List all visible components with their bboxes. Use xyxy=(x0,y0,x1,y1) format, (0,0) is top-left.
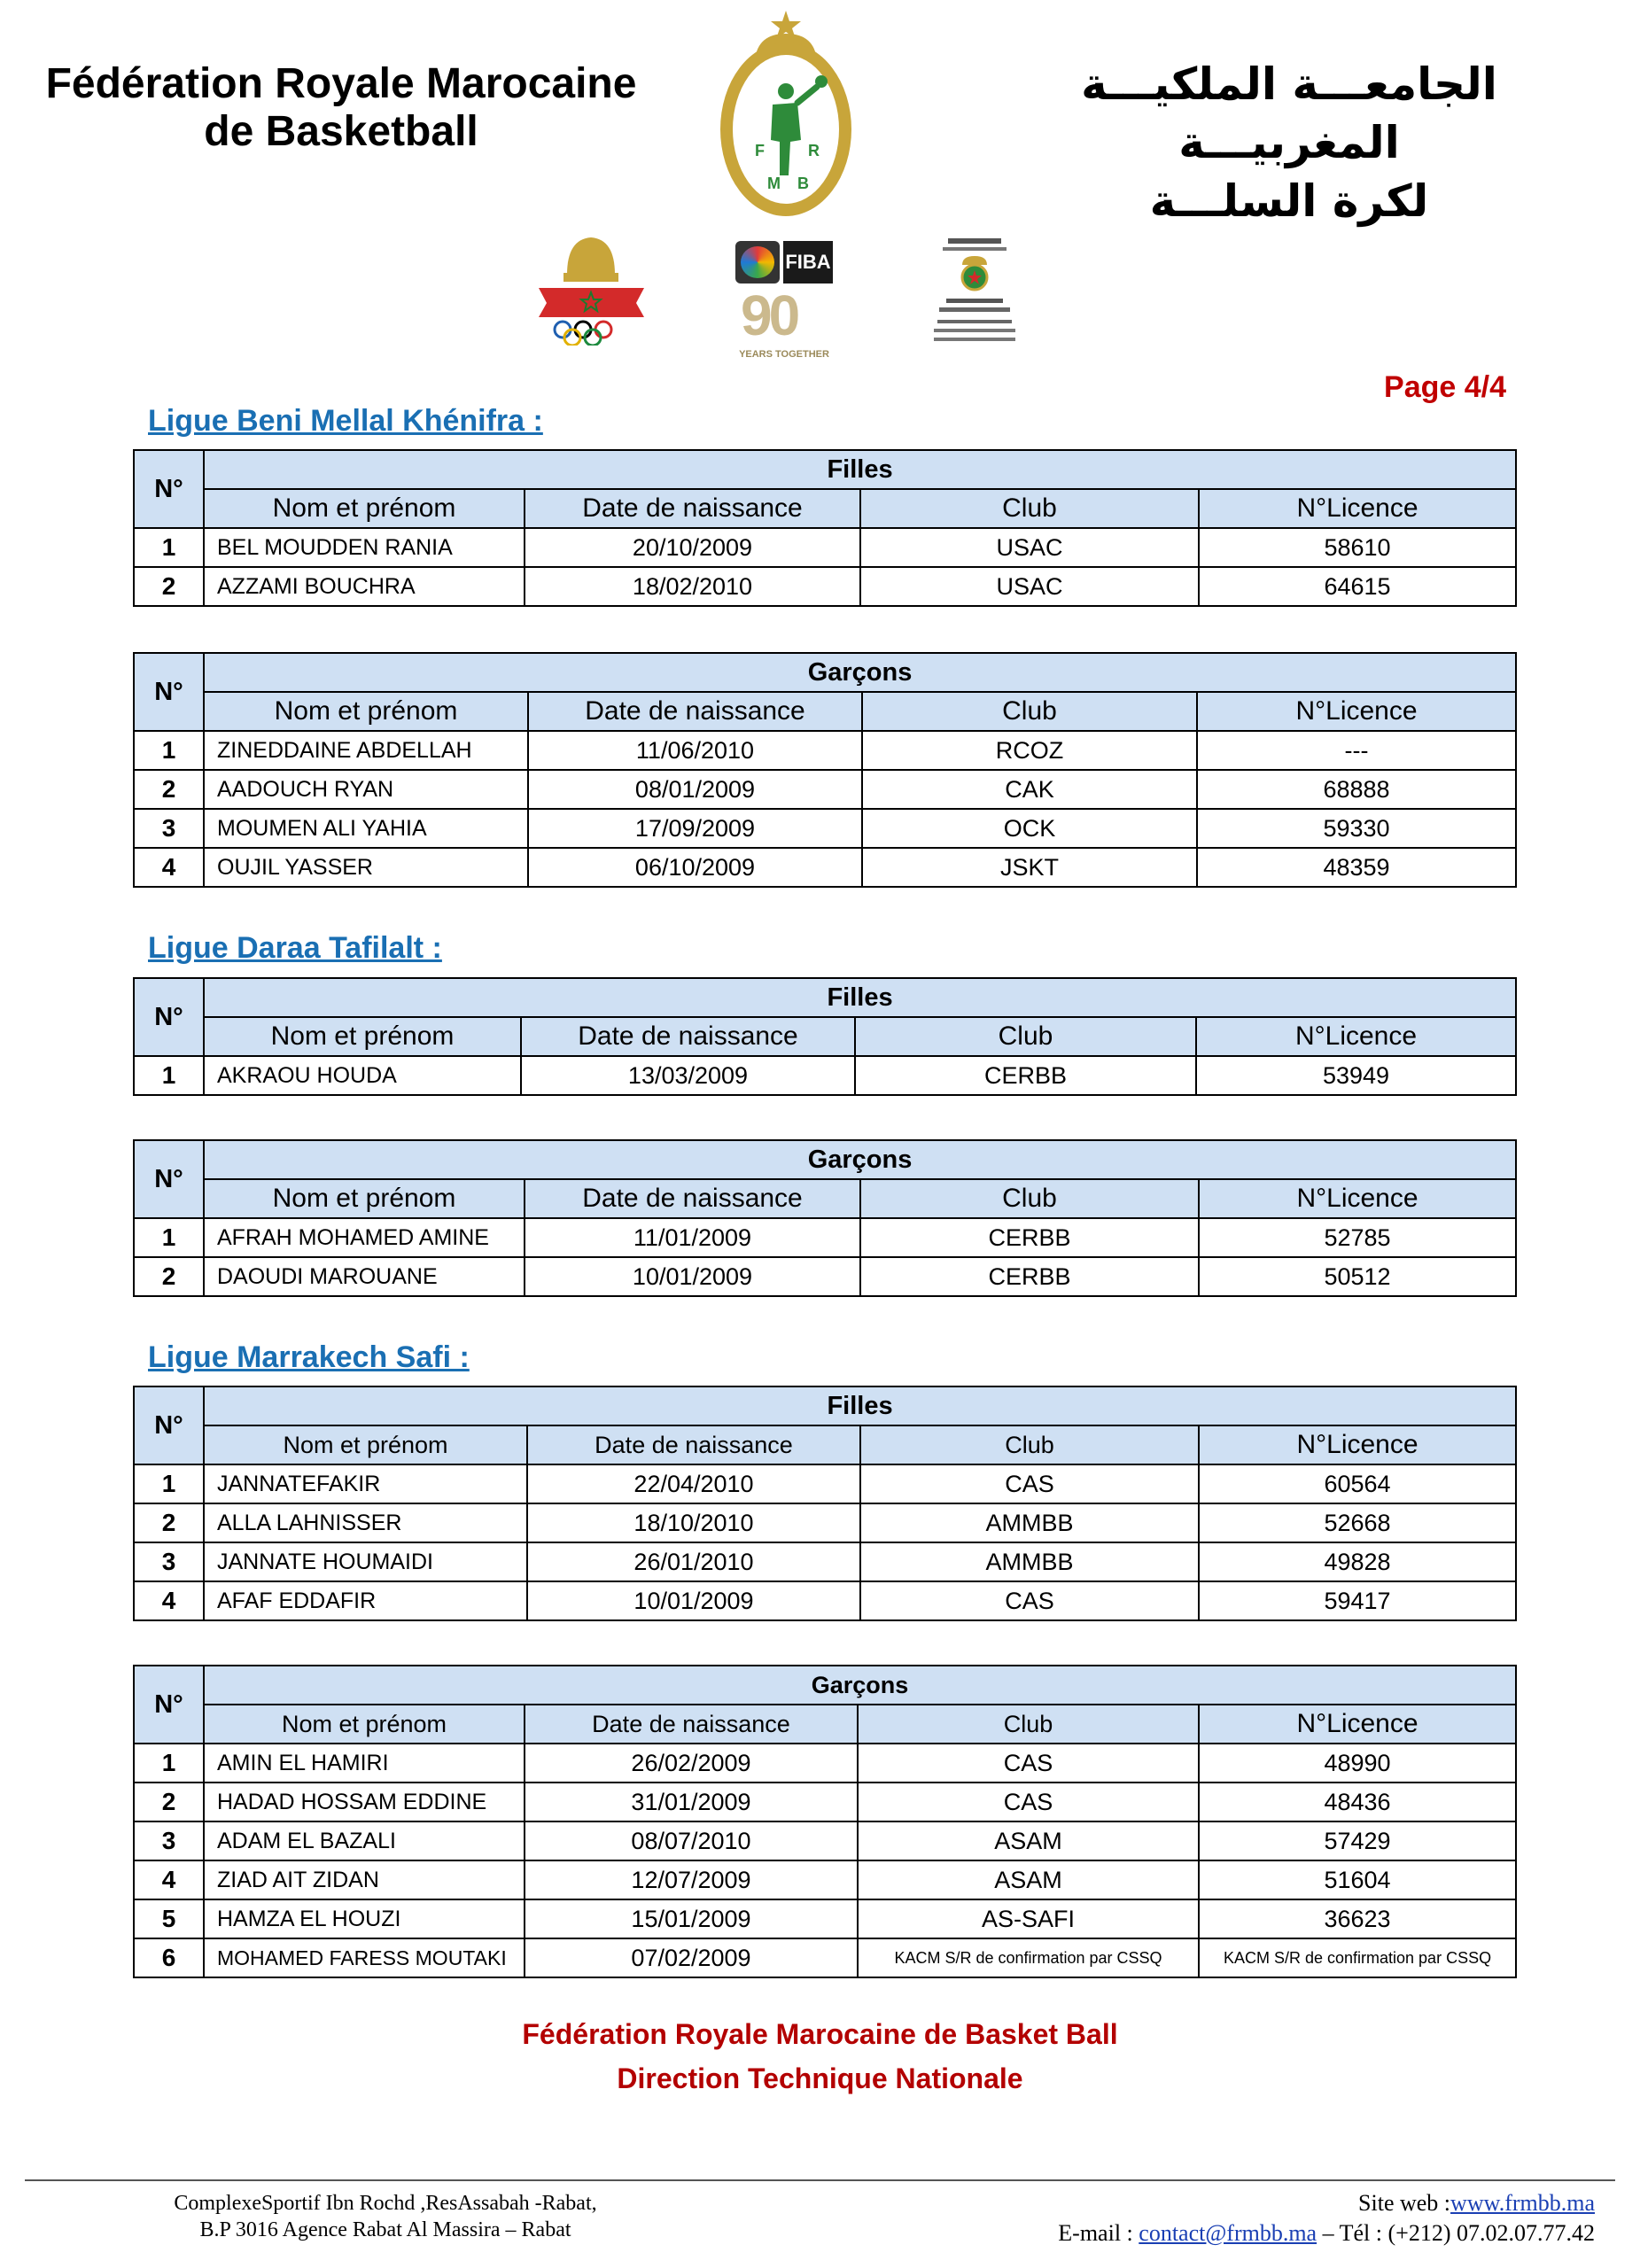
row-club: CAK xyxy=(862,770,1197,809)
row-club: OCK xyxy=(862,809,1197,848)
col-licence-header: N°Licence xyxy=(1199,1425,1516,1464)
row-num: 1 xyxy=(134,1744,204,1783)
row-dob: 13/03/2009 xyxy=(521,1056,855,1095)
row-dob: 17/09/2009 xyxy=(528,809,862,848)
svg-text:R: R xyxy=(808,142,820,159)
table-row xyxy=(134,1503,1516,1542)
table-row xyxy=(134,1821,1516,1860)
table-row xyxy=(134,1744,1516,1783)
frmb-crest-logo xyxy=(709,7,864,224)
group-header-filles: Filles xyxy=(204,450,1516,489)
row-name: ADAM EL BAZALI xyxy=(204,1821,525,1860)
row-dob: 10/01/2009 xyxy=(527,1581,860,1620)
fiba-label: FIBA xyxy=(783,241,833,284)
federation-name-ar xyxy=(1001,55,1577,230)
row-name: OUJIL YASSER xyxy=(204,848,528,887)
col-licence-header: N°Licence xyxy=(1197,692,1516,731)
row-club: CERBB xyxy=(860,1218,1199,1257)
row-name: HADAD HOSSAM EDDINE xyxy=(204,1783,525,1821)
row-name: ALLA LAHNISSER xyxy=(204,1503,527,1542)
row-dob: 18/02/2010 xyxy=(525,567,860,606)
row-num: 5 xyxy=(134,1899,204,1938)
col-licence-header: N°Licence xyxy=(1199,489,1516,528)
col-name-header: Nom et prénom xyxy=(204,1179,525,1218)
row-num: 1 xyxy=(134,1464,204,1503)
row-dob: 06/10/2009 xyxy=(528,848,862,887)
col-club-header: Club xyxy=(860,1179,1199,1218)
col-name-header: Nom et prénom xyxy=(204,1705,525,1744)
col-num-header: N° xyxy=(134,1666,204,1744)
fiba-years-text: YEARS TOGETHER xyxy=(739,349,829,360)
col-name-header: Nom et prénom xyxy=(204,692,528,731)
row-dob: 08/01/2009 xyxy=(528,770,862,809)
table-row xyxy=(134,848,1516,887)
table-row xyxy=(134,1257,1516,1296)
table-row xyxy=(134,1581,1516,1620)
federation-name-fr-line1: Fédération Royale Marocaine xyxy=(45,60,637,107)
row-licence: 59417 xyxy=(1199,1581,1516,1620)
row-dob: 07/02/2009 xyxy=(525,1938,858,1977)
col-dob-header: Date de naissance xyxy=(527,1425,860,1464)
group-header-filles: Filles xyxy=(204,1386,1516,1425)
table-row xyxy=(134,528,1516,567)
row-licence: 49828 xyxy=(1199,1542,1516,1581)
row-dob: 22/04/2010 xyxy=(527,1464,860,1503)
group-header-garcons: Garçons xyxy=(204,1666,1516,1705)
table-row xyxy=(134,1218,1516,1257)
footer-divider xyxy=(25,2179,1615,2181)
site-label: Site web : xyxy=(1358,2190,1451,2216)
row-num: 6 xyxy=(134,1938,204,1977)
col-licence-header: N°Licence xyxy=(1199,1179,1516,1218)
row-club: CAS xyxy=(860,1581,1199,1620)
col-dob-header: Date de naissance xyxy=(528,692,862,731)
row-licence: 58610 xyxy=(1199,528,1516,567)
row-club: CAS xyxy=(858,1783,1199,1821)
col-name-header: Nom et prénom xyxy=(204,1017,521,1056)
col-club-header: Club xyxy=(855,1017,1196,1056)
table-beni-mellal-garcons xyxy=(133,652,1517,888)
col-licence-header: N°Licence xyxy=(1196,1017,1516,1056)
row-num: 3 xyxy=(134,1821,204,1860)
table-marrakech-safi-garcons xyxy=(133,1665,1517,1978)
row-name: BEL MOUDDEN RANIA xyxy=(204,528,525,567)
table-row xyxy=(134,770,1516,809)
row-num: 4 xyxy=(134,1860,204,1899)
row-num: 1 xyxy=(134,1218,204,1257)
federation-name-ar-line2: لكرة السلـــة xyxy=(1149,175,1429,227)
table-row xyxy=(134,1938,1516,1977)
row-num: 1 xyxy=(134,528,204,567)
row-name: AZZAMI BOUCHRA xyxy=(204,567,525,606)
col-dob-header: Date de naissance xyxy=(525,1705,858,1744)
row-dob: 11/06/2010 xyxy=(528,731,862,770)
ministry-logo xyxy=(913,235,1037,359)
table-row xyxy=(134,1464,1516,1503)
row-name: AFRAH MOHAMED AMINE xyxy=(204,1218,525,1257)
row-name: JANNATEFAKIR xyxy=(204,1464,527,1503)
row-name: AADOUCH RYAN xyxy=(204,770,528,809)
row-club: CERBB xyxy=(855,1056,1196,1095)
row-name: ZIAD AIT ZIDAN xyxy=(204,1860,525,1899)
row-name: ZINEDDAINE ABDELLAH xyxy=(204,731,528,770)
row-club: CAS xyxy=(858,1744,1199,1783)
col-club-header: Club xyxy=(860,489,1199,528)
row-name: MOHAMED FARESS MOUTAKI xyxy=(204,1938,525,1977)
col-dob-header: Date de naissance xyxy=(521,1017,855,1056)
row-name: AFAF EDDAFIR xyxy=(204,1581,527,1620)
row-licence: 57429 xyxy=(1199,1821,1516,1860)
footer-address xyxy=(133,2190,638,2243)
row-num: 2 xyxy=(134,1783,204,1821)
fiba-globe-icon xyxy=(735,241,780,284)
row-licence: 64615 xyxy=(1199,567,1516,606)
row-num: 2 xyxy=(134,1257,204,1296)
row-licence: 48990 xyxy=(1199,1744,1516,1783)
row-licence: KACM S/R de confirmation par CSSQ xyxy=(1199,1938,1516,1977)
col-num-header: N° xyxy=(134,450,204,528)
table-row xyxy=(134,1860,1516,1899)
row-dob: 31/01/2009 xyxy=(525,1783,858,1821)
row-licence: 51604 xyxy=(1199,1860,1516,1899)
col-num-header: N° xyxy=(134,653,204,731)
row-club: ASAM xyxy=(858,1860,1199,1899)
col-dob-header: Date de naissance xyxy=(525,489,860,528)
footer-contact xyxy=(957,2188,1595,2249)
row-dob: 08/07/2010 xyxy=(525,1821,858,1860)
row-num: 1 xyxy=(134,731,204,770)
row-club: JSKT xyxy=(862,848,1197,887)
row-dob: 11/01/2009 xyxy=(525,1218,860,1257)
address-line1: ComplexeSportif Ibn Rochd ,ResAssabah -Rabat, xyxy=(174,2192,597,2215)
site-link[interactable]: www.frmbb.ma xyxy=(1450,2190,1595,2216)
league-title-daraa-tafilalt: Ligue Daraa Tafilalt : xyxy=(148,931,442,965)
table-row xyxy=(134,1542,1516,1581)
row-dob: 20/10/2009 xyxy=(525,528,860,567)
row-licence: 36623 xyxy=(1199,1899,1516,1938)
row-dob: 10/01/2009 xyxy=(525,1257,860,1296)
group-header-garcons: Garçons xyxy=(204,653,1516,692)
footer-direction: Direction Technique Nationale xyxy=(617,2062,1023,2094)
row-licence: 53949 xyxy=(1196,1056,1516,1095)
svg-text:M: M xyxy=(767,175,781,192)
row-licence: 52668 xyxy=(1199,1503,1516,1542)
table-row xyxy=(134,1783,1516,1821)
row-club: RCOZ xyxy=(862,731,1197,770)
row-dob: 15/01/2009 xyxy=(525,1899,858,1938)
col-licence-header: N°Licence xyxy=(1199,1705,1516,1744)
address-line2: B.P 3016 Agence Rabat Al Massira – Rabat xyxy=(199,2218,571,2241)
svg-text:F: F xyxy=(755,142,765,159)
table-row xyxy=(134,567,1516,606)
fiba-90-graphic: 90 xyxy=(741,284,797,347)
row-dob: 26/02/2009 xyxy=(525,1744,858,1783)
league-title-marrakech-safi: Ligue Marrakech Safi : xyxy=(148,1340,470,1374)
row-licence: 59330 xyxy=(1197,809,1516,848)
col-name-header: Nom et prénom xyxy=(204,489,525,528)
row-num: 3 xyxy=(134,1542,204,1581)
phone-text: – Tél : (+212) 07.02.07.77.42 xyxy=(1317,2220,1595,2246)
row-name: DAOUDI MAROUANE xyxy=(204,1257,525,1296)
table-marrakech-safi-filles xyxy=(133,1386,1517,1621)
row-licence: --- xyxy=(1197,731,1516,770)
row-num: 3 xyxy=(134,809,204,848)
table-daraa-tafilalt-filles xyxy=(133,977,1517,1096)
row-licence: 48359 xyxy=(1197,848,1516,887)
row-num: 4 xyxy=(134,848,204,887)
col-club-header: Club xyxy=(860,1425,1199,1464)
site-line xyxy=(957,2188,1595,2218)
row-club: CAS xyxy=(860,1464,1199,1503)
federation-name-ar-line1: الجامعـــة الملكيـــة المغربيـــة xyxy=(1081,58,1497,168)
row-licence: 48436 xyxy=(1199,1783,1516,1821)
email-line xyxy=(957,2218,1595,2249)
row-name: AMIN EL HAMIRI xyxy=(204,1744,525,1783)
row-num: 1 xyxy=(134,1056,204,1095)
col-club-header: Club xyxy=(858,1705,1199,1744)
page-number: Page 4/4 xyxy=(1384,370,1506,404)
col-dob-header: Date de naissance xyxy=(525,1179,860,1218)
row-licence: 52785 xyxy=(1199,1218,1516,1257)
row-club: AS-SAFI xyxy=(858,1899,1199,1938)
table-row xyxy=(134,809,1516,848)
footer-federation-name: Fédération Royale Marocaine de Basket Ball xyxy=(522,2018,1118,2050)
email-label: E-mail : xyxy=(1058,2220,1139,2246)
col-num-header: N° xyxy=(134,1386,204,1464)
col-club-header: Club xyxy=(862,692,1197,731)
row-licence: 68888 xyxy=(1197,770,1516,809)
svg-text:B: B xyxy=(797,175,809,192)
email-link[interactable]: contact@frmbb.ma xyxy=(1139,2220,1317,2246)
col-num-header: N° xyxy=(134,1140,204,1218)
row-dob: 18/10/2010 xyxy=(527,1503,860,1542)
row-name: AKRAOU HOUDA xyxy=(204,1056,521,1095)
row-name: HAMZA EL HOUZI xyxy=(204,1899,525,1938)
group-header-garcons: Garçons xyxy=(204,1140,1516,1179)
row-club: AMMBB xyxy=(860,1503,1199,1542)
row-club: CERBB xyxy=(860,1257,1199,1296)
col-num-header: N° xyxy=(134,978,204,1056)
group-header-filles: Filles xyxy=(204,978,1516,1017)
row-club: ASAM xyxy=(858,1821,1199,1860)
olympic-committee-logo xyxy=(532,221,651,346)
row-club: USAC xyxy=(860,528,1199,567)
row-name: JANNATE HOUMAIDI xyxy=(204,1542,527,1581)
table-row xyxy=(134,1899,1516,1938)
col-name-header: Nom et prénom xyxy=(204,1425,527,1464)
table-row xyxy=(134,731,1516,770)
row-club: KACM S/R de confirmation par CSSQ xyxy=(858,1938,1199,1977)
federation-name-fr-line2: de Basketball xyxy=(204,108,478,155)
fiba-90-years-logo xyxy=(735,241,833,365)
row-num: 2 xyxy=(134,770,204,809)
row-licence: 50512 xyxy=(1199,1257,1516,1296)
row-dob: 26/01/2010 xyxy=(527,1542,860,1581)
row-club: USAC xyxy=(860,567,1199,606)
row-dob: 12/07/2009 xyxy=(525,1860,858,1899)
row-num: 4 xyxy=(134,1581,204,1620)
league-title-beni-mellal: Ligue Beni Mellal Khénifra : xyxy=(148,404,543,438)
row-club: AMMBB xyxy=(860,1542,1199,1581)
table-beni-mellal-filles xyxy=(133,449,1517,607)
row-name: MOUMEN ALI YAHIA xyxy=(204,809,528,848)
row-num: 2 xyxy=(134,567,204,606)
row-num: 2 xyxy=(134,1503,204,1542)
table-daraa-tafilalt-garcons xyxy=(133,1139,1517,1297)
row-licence: 60564 xyxy=(1199,1464,1516,1503)
federation-name-fr xyxy=(27,60,656,156)
table-row xyxy=(134,1056,1516,1095)
